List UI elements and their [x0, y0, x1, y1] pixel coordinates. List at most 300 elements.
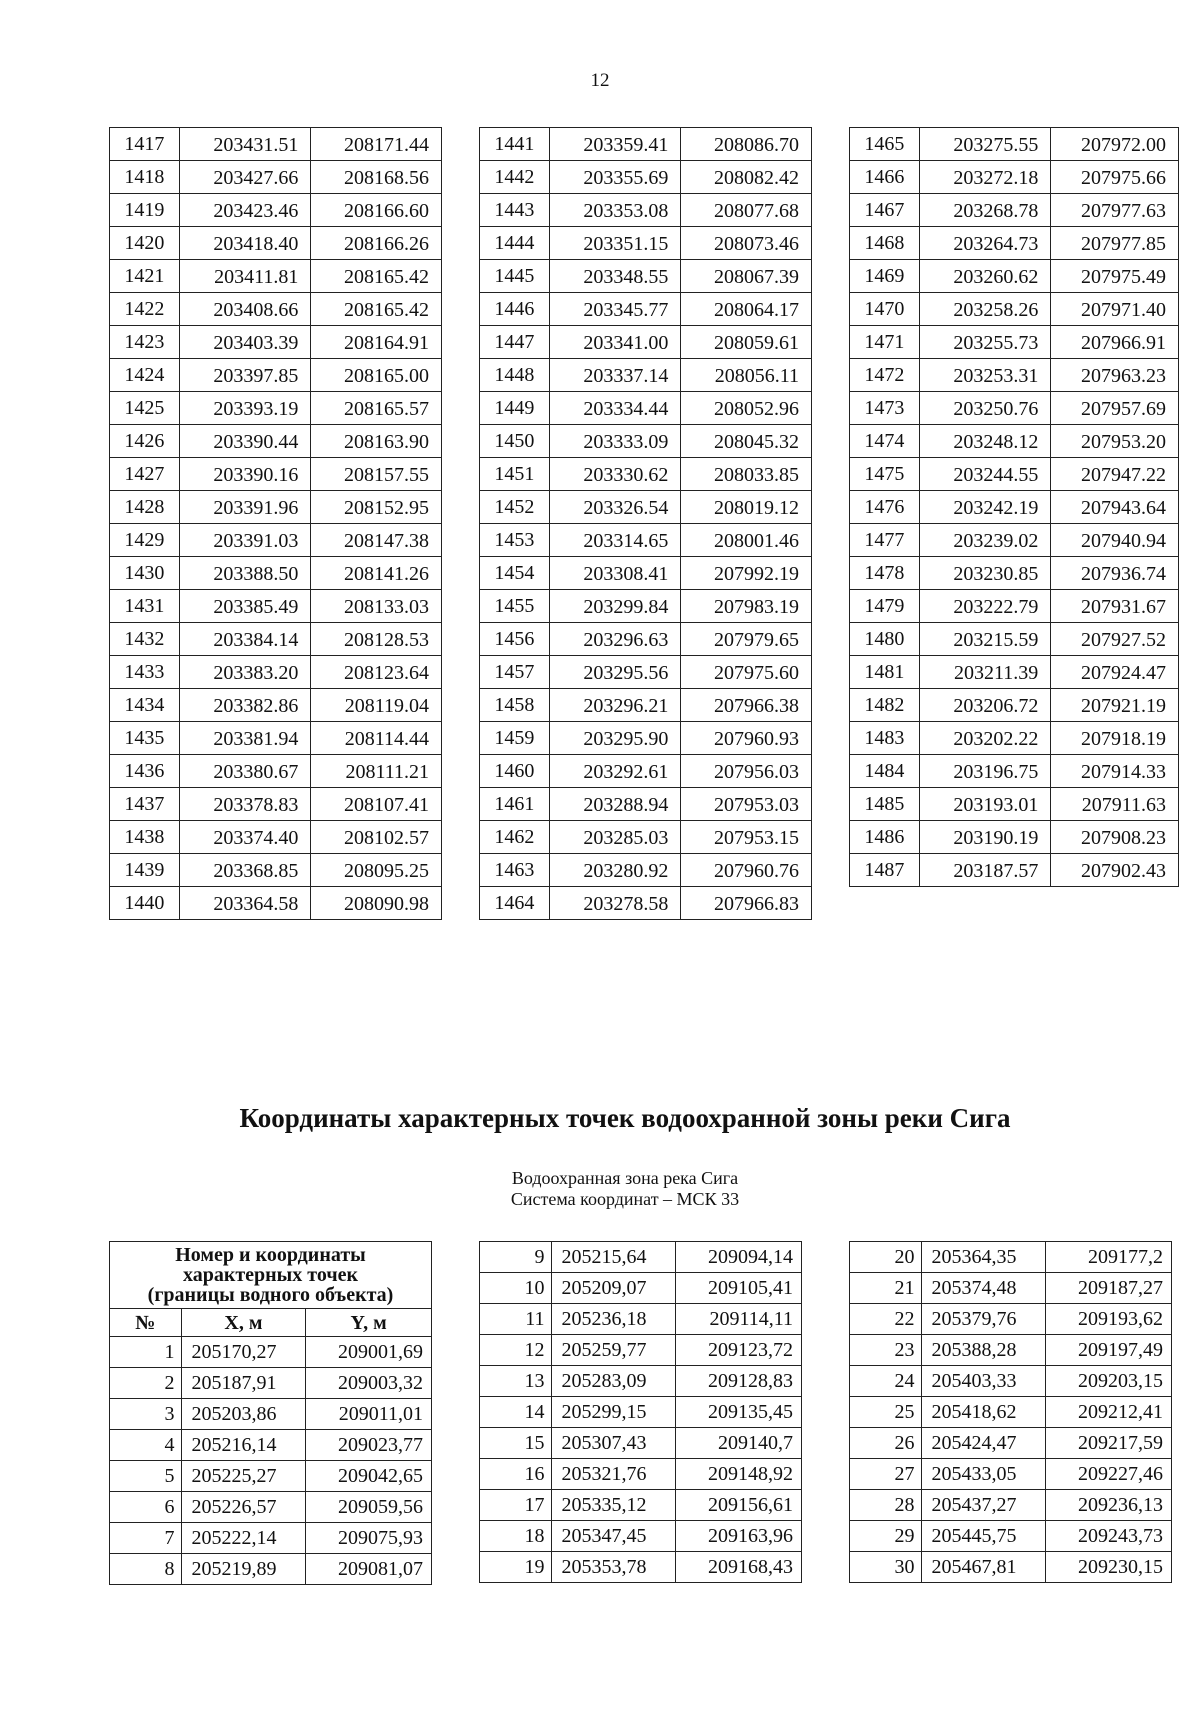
point-number: 22: [850, 1304, 922, 1335]
y-coordinate: 209203,15: [1046, 1366, 1172, 1397]
point-row: [480, 1304, 802, 1335]
point-number: 6: [110, 1492, 182, 1523]
x-coordinate: 203299.84: [549, 590, 681, 623]
coordinate-row: [480, 260, 812, 293]
x-coordinate: 205353,78: [551, 1552, 676, 1583]
x-coordinate: 203391.96: [179, 491, 311, 524]
y-coordinate: 208059.61: [681, 326, 812, 359]
point-number: 1426: [110, 425, 180, 458]
x-coordinate: 203314.65: [549, 524, 681, 557]
point-number: 1434: [110, 689, 180, 722]
x-coordinate: 203408.66: [179, 293, 311, 326]
point-number: 28: [850, 1490, 922, 1521]
point-number: 7: [110, 1523, 182, 1554]
point-number: 1449: [480, 392, 550, 425]
y-coordinate: 208114.44: [311, 722, 442, 755]
x-coordinate: 203391.03: [179, 524, 311, 557]
y-coordinate: 207927.52: [1051, 623, 1179, 656]
point-number: 5: [110, 1461, 182, 1492]
point-number: 1480: [850, 623, 920, 656]
column-header-x: X, м: [181, 1309, 306, 1337]
point-number: 1: [110, 1337, 182, 1368]
x-coordinate: 203278.58: [549, 887, 681, 920]
y-coordinate: 209230,15: [1046, 1552, 1172, 1583]
x-coordinate: 203285.03: [549, 821, 681, 854]
point-row: [850, 1304, 1172, 1335]
point-number: 1471: [850, 326, 920, 359]
points-table-1: [109, 1241, 432, 1585]
y-coordinate: 207953.03: [681, 788, 812, 821]
point-number: 11: [480, 1304, 552, 1335]
y-coordinate: 209148,92: [676, 1459, 802, 1490]
point-number: 1429: [110, 524, 180, 557]
y-coordinate: 207977.63: [1051, 194, 1179, 227]
header-title-line-1: Номер и координаты: [175, 1244, 366, 1266]
y-coordinate: 209075,93: [306, 1523, 432, 1554]
y-coordinate: 209212,41: [1046, 1397, 1172, 1428]
y-coordinate: 208102.57: [311, 821, 442, 854]
coordinate-row: [850, 755, 1179, 788]
x-coordinate: 203390.44: [179, 425, 311, 458]
coordinate-row: [110, 194, 442, 227]
x-coordinate: 203393.19: [179, 392, 311, 425]
y-coordinate: 208064.17: [681, 293, 812, 326]
coordinate-row: [110, 524, 442, 557]
coordinate-row: [480, 755, 812, 788]
coordinate-row: [480, 557, 812, 590]
y-coordinate: 208073.46: [681, 227, 812, 260]
y-coordinate: 209140,7: [676, 1428, 802, 1459]
point-number: 1467: [850, 194, 920, 227]
coordinate-row: [480, 425, 812, 458]
point-number: 1457: [480, 656, 550, 689]
y-coordinate: 208123.64: [311, 656, 442, 689]
point-number: 1479: [850, 590, 920, 623]
x-coordinate: 203411.81: [179, 260, 311, 293]
y-coordinate: 207924.47: [1051, 656, 1179, 689]
x-coordinate: 203248.12: [919, 425, 1051, 458]
point-number: 27: [850, 1459, 922, 1490]
y-coordinate: 208107.41: [311, 788, 442, 821]
x-coordinate: 205307,43: [551, 1428, 676, 1459]
coordinate-row: [480, 590, 812, 623]
y-coordinate: 208163.90: [311, 425, 442, 458]
x-coordinate: 205170,27: [181, 1337, 306, 1368]
coordinate-row: [480, 689, 812, 722]
point-number: 1466: [850, 161, 920, 194]
y-coordinate: 209001,69: [306, 1337, 432, 1368]
point-number: 1424: [110, 359, 180, 392]
coordinate-row: [850, 128, 1179, 161]
coordinate-row: [110, 788, 442, 821]
point-number: 3: [110, 1399, 182, 1430]
x-coordinate: 203253.31: [919, 359, 1051, 392]
y-coordinate: 208033.85: [681, 458, 812, 491]
x-coordinate: 203418.40: [179, 227, 311, 260]
x-coordinate: 203388.50: [179, 557, 311, 590]
column-header-number: №: [110, 1309, 182, 1337]
y-coordinate: 207966.83: [681, 887, 812, 920]
point-number: 23: [850, 1335, 922, 1366]
point-number: 1469: [850, 260, 920, 293]
x-coordinate: 203368.85: [179, 854, 311, 887]
y-coordinate: 207956.03: [681, 755, 812, 788]
y-coordinate: 209227,46: [1046, 1459, 1172, 1490]
coordinate-row: [480, 359, 812, 392]
point-number: 1435: [110, 722, 180, 755]
x-coordinate: 203206.72: [919, 689, 1051, 722]
coordinate-row: [110, 656, 442, 689]
y-coordinate: 207921.19: [1051, 689, 1179, 722]
x-coordinate: 205187,91: [181, 1368, 306, 1399]
x-coordinate: 203244.55: [919, 458, 1051, 491]
coordinate-row: [110, 458, 442, 491]
point-row: [850, 1459, 1172, 1490]
y-coordinate: 209042,65: [306, 1461, 432, 1492]
y-coordinate: 208086.70: [681, 128, 812, 161]
point-number: 13: [480, 1366, 552, 1397]
y-coordinate: 207966.91: [1051, 326, 1179, 359]
point-row: [480, 1273, 802, 1304]
x-coordinate: 205418,62: [921, 1397, 1046, 1428]
y-coordinate: 207914.33: [1051, 755, 1179, 788]
point-number: 14: [480, 1397, 552, 1428]
coordinate-row: [110, 128, 442, 161]
x-coordinate: 203423.46: [179, 194, 311, 227]
y-coordinate: 209163,96: [676, 1521, 802, 1552]
coordinate-row: [110, 392, 442, 425]
y-coordinate: 208165.00: [311, 359, 442, 392]
y-coordinate: 208147.38: [311, 524, 442, 557]
subheading-coordinate-system: Система координат – МСК 33: [510, 1189, 740, 1209]
y-coordinate: 209187,27: [1046, 1273, 1172, 1304]
header-title-line-3: (границы водного объекта): [147, 1284, 394, 1306]
x-coordinate: 205225,27: [181, 1461, 306, 1492]
point-row: [480, 1335, 802, 1366]
point-number: 19: [480, 1552, 552, 1583]
y-coordinate: 208165.42: [311, 260, 442, 293]
coordinate-row: [850, 161, 1179, 194]
y-coordinate: 209003,32: [306, 1368, 432, 1399]
coordinate-row: [110, 359, 442, 392]
point-row: [850, 1273, 1172, 1304]
point-number: 1458: [480, 689, 550, 722]
y-coordinate: 207971.40: [1051, 293, 1179, 326]
x-coordinate: 203196.75: [919, 755, 1051, 788]
x-coordinate: 203381.94: [179, 722, 311, 755]
point-number: 1470: [850, 293, 920, 326]
coordinate-row: [110, 326, 442, 359]
point-number: 1477: [850, 524, 920, 557]
y-coordinate: 208082.42: [681, 161, 812, 194]
x-coordinate: 203268.78: [919, 194, 1051, 227]
coordinate-row: [850, 359, 1179, 392]
coordinate-row: [850, 458, 1179, 491]
coordinate-row: [480, 623, 812, 656]
y-coordinate: 207966.38: [681, 689, 812, 722]
point-number: 9: [480, 1242, 552, 1273]
point-number: 1446: [480, 293, 550, 326]
x-coordinate: 203355.69: [549, 161, 681, 194]
y-coordinate: 208095.25: [311, 854, 442, 887]
x-coordinate: 205216,14: [181, 1430, 306, 1461]
point-number: 1432: [110, 623, 180, 656]
point-number: 24: [850, 1366, 922, 1397]
y-coordinate: 209193,62: [1046, 1304, 1172, 1335]
point-number: 20: [850, 1242, 922, 1273]
point-number: 1443: [480, 194, 550, 227]
coordinate-row: [480, 161, 812, 194]
x-coordinate: 203364.58: [179, 887, 311, 920]
point-number: 1417: [110, 128, 180, 161]
subheading-zone: Водоохранная зона река Сига: [511, 1168, 739, 1188]
y-coordinate: 209094,14: [676, 1242, 802, 1273]
point-number: 1444: [480, 227, 550, 260]
x-coordinate: 203403.39: [179, 326, 311, 359]
coordinate-row: [480, 788, 812, 821]
y-coordinate: 208128.53: [311, 623, 442, 656]
coordinate-row: [850, 623, 1179, 656]
coordinate-row: [850, 491, 1179, 524]
point-number: 1428: [110, 491, 180, 524]
point-number: 1455: [480, 590, 550, 623]
x-coordinate: 205335,12: [551, 1490, 676, 1521]
x-coordinate: 203222.79: [919, 590, 1051, 623]
point-number: 26: [850, 1428, 922, 1459]
x-coordinate: 203258.26: [919, 293, 1051, 326]
x-coordinate: 203242.19: [919, 491, 1051, 524]
coordinate-row: [850, 722, 1179, 755]
column-header-y: Y, м: [306, 1309, 432, 1337]
y-coordinate: 208157.55: [311, 458, 442, 491]
point-number: 2: [110, 1368, 182, 1399]
y-coordinate: 207979.65: [681, 623, 812, 656]
y-coordinate: 207936.74: [1051, 557, 1179, 590]
y-coordinate: 208056.11: [681, 359, 812, 392]
point-number: 1484: [850, 755, 920, 788]
x-coordinate: 203260.62: [919, 260, 1051, 293]
x-coordinate: 205259,77: [551, 1335, 676, 1366]
coordinate-row: [850, 656, 1179, 689]
y-coordinate: 209168,43: [676, 1552, 802, 1583]
x-coordinate: 205433,05: [921, 1459, 1046, 1490]
x-coordinate: 205299,15: [551, 1397, 676, 1428]
y-coordinate: 209081,07: [306, 1554, 432, 1585]
coordinate-row: [850, 689, 1179, 722]
point-row: [480, 1397, 802, 1428]
point-number: 1473: [850, 392, 920, 425]
coordinate-row: [850, 557, 1179, 590]
page-number: 12: [590, 70, 610, 91]
x-coordinate: 205236,18: [551, 1304, 676, 1335]
point-number: 1482: [850, 689, 920, 722]
coordinate-row: [480, 491, 812, 524]
x-coordinate: 203326.54: [549, 491, 681, 524]
point-number: 1440: [110, 887, 180, 920]
y-coordinate: 208164.91: [311, 326, 442, 359]
coordinate-row: [110, 821, 442, 854]
point-row: [850, 1428, 1172, 1459]
point-number: 1419: [110, 194, 180, 227]
point-number: 1475: [850, 458, 920, 491]
point-row: [480, 1552, 802, 1583]
points-table-header-title: [110, 1242, 432, 1309]
point-row: [110, 1523, 432, 1554]
coordinate-row: [480, 887, 812, 920]
y-coordinate: 208090.98: [311, 887, 442, 920]
x-coordinate: 203296.21: [549, 689, 681, 722]
coordinate-row: [480, 458, 812, 491]
point-row: [110, 1554, 432, 1585]
coordinate-row: [850, 260, 1179, 293]
x-coordinate: 205226,57: [181, 1492, 306, 1523]
x-coordinate: 205403,33: [921, 1366, 1046, 1397]
coordinate-row: [110, 623, 442, 656]
x-coordinate: 203193.01: [919, 788, 1051, 821]
x-coordinate: 203215.59: [919, 623, 1051, 656]
x-coordinate: 203190.19: [919, 821, 1051, 854]
point-number: 1450: [480, 425, 550, 458]
y-coordinate: 208141.26: [311, 557, 442, 590]
point-number: 1431: [110, 590, 180, 623]
x-coordinate: 203337.14: [549, 359, 681, 392]
x-coordinate: 203384.14: [179, 623, 311, 656]
y-coordinate: 208001.46: [681, 524, 812, 557]
coordinate-row: [850, 293, 1179, 326]
point-number: 1454: [480, 557, 550, 590]
x-coordinate: 203341.00: [549, 326, 681, 359]
y-coordinate: 207943.64: [1051, 491, 1179, 524]
coordinate-row: [480, 227, 812, 260]
point-number: 1421: [110, 260, 180, 293]
point-number: 1485: [850, 788, 920, 821]
coordinate-row: [850, 425, 1179, 458]
point-row: [480, 1459, 802, 1490]
point-number: 1459: [480, 722, 550, 755]
section-subheading: [0, 1168, 1200, 1210]
x-coordinate: 203255.73: [919, 326, 1051, 359]
point-number: 1442: [480, 161, 550, 194]
x-coordinate: 203353.08: [549, 194, 681, 227]
section-heading: Координаты характерных точек водоохранной зоны реки Сига: [239, 1103, 1011, 1133]
x-coordinate: 203288.94: [549, 788, 681, 821]
y-coordinate: 208171.44: [311, 128, 442, 161]
coordinate-row: [480, 656, 812, 689]
point-number: 1460: [480, 755, 550, 788]
x-coordinate: 203382.86: [179, 689, 311, 722]
y-coordinate: 209059,56: [306, 1492, 432, 1523]
y-coordinate: 208165.57: [311, 392, 442, 425]
coordinate-row: [110, 722, 442, 755]
coordinate-table-2: [479, 127, 812, 920]
y-coordinate: 209123,72: [676, 1335, 802, 1366]
x-coordinate: 203427.66: [179, 161, 311, 194]
coordinate-row: [480, 524, 812, 557]
point-number: 1461: [480, 788, 550, 821]
point-row: [480, 1521, 802, 1552]
coordinate-row: [110, 590, 442, 623]
x-coordinate: 203187.57: [919, 854, 1051, 887]
x-coordinate: 205283,09: [551, 1366, 676, 1397]
point-number: 1464: [480, 887, 550, 920]
y-coordinate: 207947.22: [1051, 458, 1179, 491]
x-coordinate: 203202.22: [919, 722, 1051, 755]
y-coordinate: 207911.63: [1051, 788, 1179, 821]
x-coordinate: 203296.63: [549, 623, 681, 656]
x-coordinate: 203334.44: [549, 392, 681, 425]
x-coordinate: 203295.90: [549, 722, 681, 755]
y-coordinate: 209105,41: [676, 1273, 802, 1304]
x-coordinate: 203351.15: [549, 227, 681, 260]
point-number: 1452: [480, 491, 550, 524]
point-number: 1462: [480, 821, 550, 854]
y-coordinate: 207983.19: [681, 590, 812, 623]
x-coordinate: 203345.77: [549, 293, 681, 326]
coordinate-row: [480, 854, 812, 887]
point-number: 1487: [850, 854, 920, 887]
coordinate-row: [480, 722, 812, 755]
point-number: 1472: [850, 359, 920, 392]
point-number: 1441: [480, 128, 550, 161]
y-coordinate: 208077.68: [681, 194, 812, 227]
point-row: [480, 1490, 802, 1521]
coordinate-row: [110, 755, 442, 788]
point-row: [110, 1492, 432, 1523]
x-coordinate: 203230.85: [919, 557, 1051, 590]
point-number: 1456: [480, 623, 550, 656]
y-coordinate: 207902.43: [1051, 854, 1179, 887]
x-coordinate: 205379,76: [921, 1304, 1046, 1335]
point-row: [110, 1430, 432, 1461]
x-coordinate: 203385.49: [179, 590, 311, 623]
x-coordinate: 205321,76: [551, 1459, 676, 1490]
point-row: [110, 1399, 432, 1430]
point-number: 1481: [850, 656, 920, 689]
coordinate-row: [480, 293, 812, 326]
point-row: [480, 1366, 802, 1397]
point-number: 1433: [110, 656, 180, 689]
y-coordinate: 207977.85: [1051, 227, 1179, 260]
point-number: 29: [850, 1521, 922, 1552]
y-coordinate: 207908.23: [1051, 821, 1179, 854]
point-number: 1448: [480, 359, 550, 392]
coordinate-table-3: [849, 127, 1179, 887]
y-coordinate: 208045.32: [681, 425, 812, 458]
x-coordinate: 203431.51: [179, 128, 311, 161]
y-coordinate: 209243,73: [1046, 1521, 1172, 1552]
point-row: [480, 1242, 802, 1273]
point-number: 1423: [110, 326, 180, 359]
y-coordinate: 207953.15: [681, 821, 812, 854]
y-coordinate: 208168.56: [311, 161, 442, 194]
coordinate-row: [480, 392, 812, 425]
point-number: 4: [110, 1430, 182, 1461]
point-row: [850, 1397, 1172, 1428]
point-number: 1451: [480, 458, 550, 491]
x-coordinate: 203280.92: [549, 854, 681, 887]
x-coordinate: 205219,89: [181, 1554, 306, 1585]
coordinate-row: [850, 788, 1179, 821]
y-coordinate: 208052.96: [681, 392, 812, 425]
x-coordinate: 205388,28: [921, 1335, 1046, 1366]
coordinate-row: [110, 161, 442, 194]
coordinate-row: [110, 854, 442, 887]
point-number: 1437: [110, 788, 180, 821]
point-row: [850, 1490, 1172, 1521]
x-coordinate: 205467,81: [921, 1552, 1046, 1583]
x-coordinate: 203374.40: [179, 821, 311, 854]
y-coordinate: 208152.95: [311, 491, 442, 524]
